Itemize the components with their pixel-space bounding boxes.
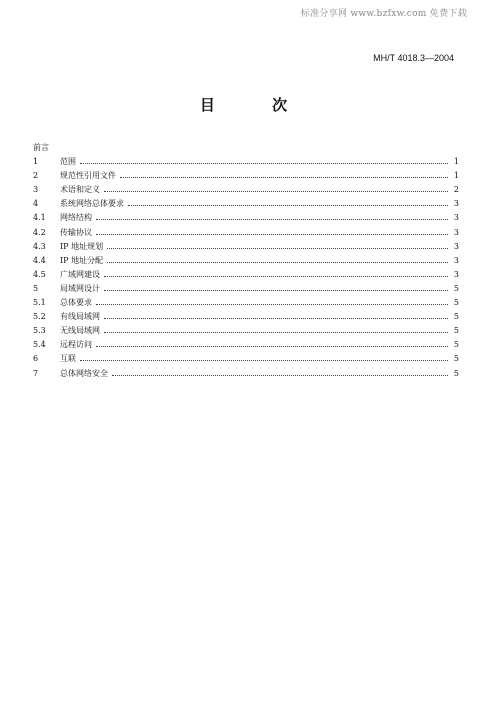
toc-entry-4-5[interactable] — [33, 268, 459, 282]
toc-entry-label: 总体要求 — [60, 298, 92, 308]
toc-entry-label: 前言 — [33, 143, 49, 152]
toc-entry-label: 规范性引用文件 — [60, 171, 116, 181]
toc-entry-label: 范围 — [60, 157, 76, 167]
toc-dot-leader — [80, 162, 448, 164]
toc-entry-label: 术语和定义 — [60, 185, 100, 195]
toc-entry-4-3[interactable] — [33, 240, 459, 254]
toc-entry-page: 3 — [453, 255, 459, 265]
toc-entry-5-1[interactable] — [33, 296, 459, 310]
toc-entry-label: IP 地址分配 — [60, 255, 104, 265]
toc-dot-leader — [96, 345, 448, 347]
toc-entry-number: 6 — [33, 354, 39, 364]
toc-entry-number: 5.2 — [33, 312, 46, 322]
toc-entry-page: 5 — [453, 326, 459, 336]
toc-entry-7[interactable] — [33, 367, 459, 381]
toc-entry-label: 互联 — [60, 354, 76, 364]
toc-dot-leader — [104, 317, 448, 319]
toc-entry-page: 3 — [453, 213, 459, 223]
toc-entry-page: 5 — [453, 283, 459, 293]
toc-entry-number: 4.1 — [33, 213, 46, 223]
toc-entry-page: 3 — [453, 241, 459, 251]
toc-entry-number: 4.2 — [33, 227, 46, 237]
toc-entry-number: 5.3 — [33, 326, 46, 336]
toc-entry-4-4[interactable] — [33, 254, 459, 268]
toc-entry-5-3[interactable] — [33, 324, 459, 338]
toc-dot-leader — [96, 303, 448, 305]
toc-entry-label: 系统网络总体要求 — [60, 199, 124, 209]
toc-entry-number: 2 — [33, 171, 39, 181]
toc-entry-5-2[interactable] — [33, 310, 459, 324]
toc-entry-number: 5.1 — [33, 298, 46, 308]
toc-entry-page: 1 — [453, 157, 459, 167]
toc-entry-page: 3 — [453, 199, 459, 209]
toc-entry-5-4[interactable] — [33, 338, 459, 352]
toc-entry-label: 远程访问 — [60, 340, 92, 350]
toc-dot-leader — [104, 331, 448, 333]
toc-entry-page: 5 — [453, 340, 459, 350]
toc-entry-4-2[interactable] — [33, 226, 459, 240]
toc-entry-1[interactable] — [33, 155, 459, 169]
toc-entry-5[interactable] — [33, 282, 459, 296]
toc-entry-page: 5 — [453, 368, 459, 378]
toc-entry-label: IP 地址规划 — [60, 241, 104, 251]
toc-entry-number: 5.4 — [33, 340, 46, 350]
toc-dot-leader — [128, 204, 448, 206]
toc-entry-4[interactable] — [33, 197, 459, 211]
toc-entry-label: 传输协议 — [60, 227, 92, 237]
toc-dot-leader — [104, 289, 448, 291]
toc-entry-4-1[interactable] — [33, 211, 459, 225]
toc-dot-leader — [120, 176, 448, 178]
toc-entry-number: 4.4 — [33, 255, 46, 265]
toc-dot-leader — [96, 218, 448, 220]
toc-entry-number: 4.3 — [33, 241, 46, 251]
toc-entry-number: 4 — [33, 199, 39, 209]
toc-dot-leader — [104, 190, 448, 192]
toc-entry-2[interactable] — [33, 169, 459, 183]
toc-entry-number: 3 — [33, 185, 39, 195]
toc-entry-number: 7 — [33, 368, 39, 378]
toc-entry-page: 5 — [453, 354, 459, 364]
toc-entry-label: 总体网络安全 — [60, 368, 108, 378]
toc-entry-page: 2 — [453, 185, 459, 195]
toc-entry-number: 1 — [33, 157, 39, 167]
toc-entry-page: 1 — [453, 171, 459, 181]
toc-dot-leader — [112, 374, 448, 376]
toc-dot-leader — [107, 247, 448, 249]
toc-entry-label: 无线局域网 — [60, 326, 100, 336]
standard-number: MH/T 4018.3—2004 — [373, 53, 454, 63]
toc-entry-page: 3 — [453, 269, 459, 279]
toc-entry-label: 局域网设计 — [60, 283, 100, 293]
toc-entry-page: 3 — [453, 227, 459, 237]
toc-entry-page: 5 — [453, 298, 459, 308]
toc-dot-leader — [107, 261, 448, 263]
toc-entry-6[interactable] — [33, 352, 459, 366]
toc-entry-page: 5 — [453, 312, 459, 322]
toc-entry-label: 有线局域网 — [60, 312, 100, 322]
toc-entry-number: 5 — [33, 283, 39, 293]
toc-entry-label: 广域网建设 — [60, 269, 100, 279]
toc-entry-label: 网络结构 — [60, 213, 92, 223]
watermark-text: 标准分享网 www.bzfxw.com 免费下载 — [300, 9, 467, 19]
toc-title: 目 次 — [199, 96, 314, 114]
toc-entry-number: 4.5 — [33, 269, 46, 279]
toc-dot-leader — [80, 359, 448, 361]
toc-entry-3[interactable] — [33, 183, 459, 197]
toc-dot-leader — [96, 233, 448, 235]
toc-entry-foreword[interactable] — [33, 141, 459, 155]
table-of-contents — [33, 141, 459, 381]
toc-dot-leader — [104, 275, 448, 277]
